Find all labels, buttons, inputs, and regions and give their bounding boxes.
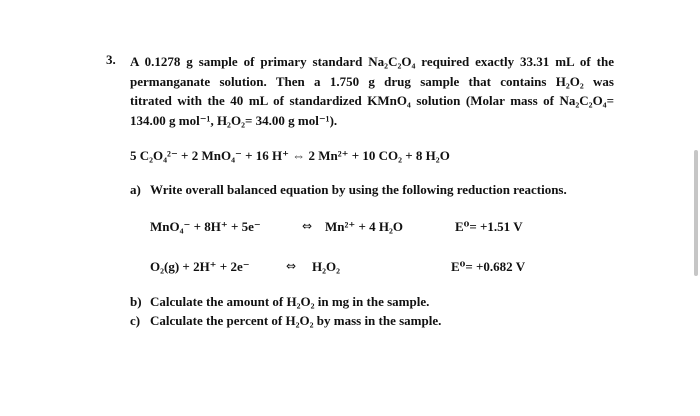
part-b-label: b) bbox=[130, 294, 142, 309]
paragraph-line-3: titrated with the 40 mL of standardized KMnO₄ solution (Molar mass of Na₂C₂O₄= bbox=[130, 93, 614, 108]
reaction-1-products: Mn²⁺ + 4 H₂O bbox=[325, 219, 404, 234]
question-paragraph bbox=[130, 52, 614, 130]
main-reaction-equation: 5 C₂O₄²⁻ + 2 MnO₄⁻ + 16 H⁺ ⇔ 2 Mn²⁺ + 10 CO₂ + 8 H₂O bbox=[130, 148, 450, 163]
paragraph-line-4: 134.00 g mol⁻¹, H₂O₂= 34.00 g mol⁻¹). bbox=[130, 112, 338, 128]
paragraph-line-1: A 0.1278 g sample of primary standard Na₂C₂O₄ required exactly 33.31 mL of the bbox=[130, 54, 614, 69]
reaction-1-potential: E⁰= +1.51 V bbox=[455, 219, 523, 234]
reaction-1-equilibrium-arrow: ⇔ bbox=[302, 219, 313, 233]
reaction-2-potential: E⁰= +0.682 V bbox=[451, 259, 526, 274]
reaction-1-reactants: MnO₄⁻ + 8H⁺ + 5e⁻ bbox=[150, 219, 261, 234]
reaction-2-equilibrium-arrow: ⇔ bbox=[286, 259, 297, 273]
reaction-2-products: H₂O₂ bbox=[312, 259, 341, 274]
paragraph-line-2: permanganate solution. Then a 1.750 g drug sample that contains H₂O₂ was bbox=[130, 73, 614, 89]
reaction-2-reactants: O₂(g) + 2H⁺ + 2e⁻ bbox=[150, 259, 250, 274]
part-a-label: a) bbox=[130, 182, 141, 197]
part-b-text: Calculate the amount of H₂O₂ in mg in the sample. bbox=[150, 294, 430, 309]
part-c-text: Calculate the percent of H₂O₂ by mass in the sample. bbox=[150, 313, 442, 328]
vertical-scrollbar[interactable] bbox=[694, 150, 698, 276]
part-a-text: Write overall balanced equation by using the following reduction reactions. bbox=[150, 182, 567, 197]
question-number: 3. bbox=[106, 52, 116, 67]
part-c-label: c) bbox=[130, 313, 141, 328]
